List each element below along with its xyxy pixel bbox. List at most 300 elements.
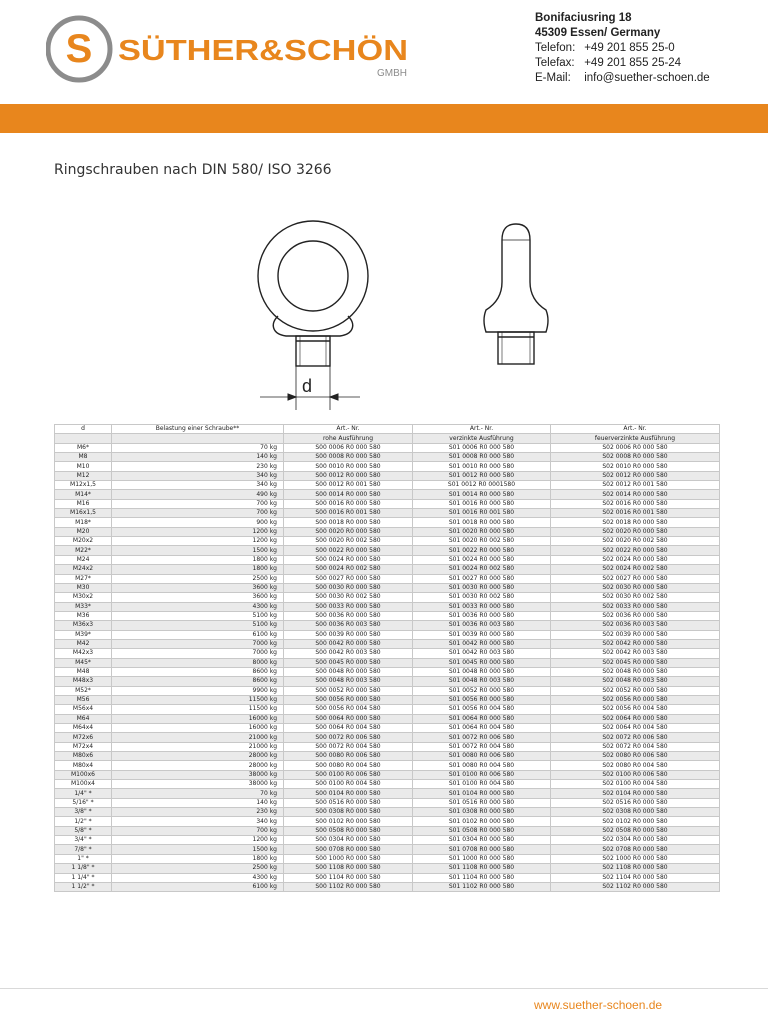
table-row	[55, 724, 720, 733]
table-cell: S00 1102 R0 000 580	[284, 882, 413, 891]
table-cell: M30	[55, 583, 112, 592]
table-cell: M33*	[55, 602, 112, 611]
table-cell: 1" *	[55, 854, 112, 863]
table-cell: S02 0036 R0 003 580	[551, 621, 720, 630]
table-cell: 900 kg	[112, 518, 284, 527]
table-cell: M56	[55, 695, 112, 704]
fax-number: +49 201 855 25-24	[584, 57, 682, 69]
table-row	[55, 780, 720, 789]
table-cell: S02 0014 R0 000 580	[551, 490, 720, 499]
table-cell: S01 0042 R0 000 580	[413, 639, 551, 648]
logo-letter: S	[65, 27, 93, 71]
dimension-label: d	[302, 376, 313, 396]
table-cell: S01 1102 R0 000 580	[413, 882, 551, 891]
table-cell: S01 0033 R0 000 580	[413, 602, 551, 611]
table-cell: S02 0042 R0 000 580	[551, 639, 720, 648]
table-cell: 16000 kg	[112, 714, 284, 723]
table-cell: S02 0030 R0 000 580	[551, 583, 720, 592]
table-cell: S00 0006 R0 000 580	[284, 443, 413, 452]
table-cell: 9900 kg	[112, 686, 284, 695]
table-cell: S00 0039 R0 000 580	[284, 630, 413, 639]
table-cell: 11500 kg	[112, 705, 284, 714]
table-cell: S02 0006 R0 000 580	[551, 443, 720, 452]
table-cell: 1200 kg	[112, 527, 284, 536]
table-row	[55, 621, 720, 630]
table-cell: 140 kg	[112, 453, 284, 462]
table-cell: S00 0036 R0 000 580	[284, 611, 413, 620]
table-row	[55, 733, 720, 742]
table-cell: S00 0102 R0 000 580	[284, 817, 413, 826]
table-cell: 490 kg	[112, 490, 284, 499]
table-cell: 7000 kg	[112, 649, 284, 658]
table-row	[55, 555, 720, 564]
table-cell: S01 0056 R0 004 580	[413, 705, 551, 714]
table-cell: S00 0048 R0 000 580	[284, 667, 413, 676]
table-row	[55, 490, 720, 499]
table-row	[55, 873, 720, 882]
table-cell: M24x2	[55, 565, 112, 574]
table-cell: S00 0104 R0 000 580	[284, 789, 413, 798]
table-cell: 21000 kg	[112, 733, 284, 742]
contact-street: Bonifaciusring 18	[535, 12, 632, 24]
table-cell: 1800 kg	[112, 555, 284, 564]
contact-phone-row	[535, 41, 710, 56]
table-cell: S02 0012 R0 001 580	[551, 481, 720, 490]
table-cell: 2500 kg	[112, 574, 284, 583]
table-row	[55, 471, 720, 480]
table-cell: S02 0100 R0 006 580	[551, 770, 720, 779]
table-cell: 4300 kg	[112, 602, 284, 611]
table-cell: S01 0030 R0 002 580	[413, 593, 551, 602]
table-cell: M72x6	[55, 733, 112, 742]
header-cell: Art.- Nr.	[551, 425, 720, 434]
table-cell: S01 0036 R0 003 580	[413, 621, 551, 630]
header-cell	[112, 434, 284, 443]
table-cell: S00 0072 R0 004 580	[284, 742, 413, 751]
table-cell: S02 0102 R0 000 580	[551, 817, 720, 826]
table-cell: S00 1108 R0 000 580	[284, 864, 413, 873]
table-cell: 6100 kg	[112, 882, 284, 891]
header-cell: feuerverzinkte Ausführung	[551, 434, 720, 443]
table-row	[55, 854, 720, 863]
table-cell: 1/2" *	[55, 817, 112, 826]
table-cell: S00 0064 R0 000 580	[284, 714, 413, 723]
table-row	[55, 864, 720, 873]
table-cell: S00 0012 R0 000 580	[284, 471, 413, 480]
table-cell: S01 0012 R0 000 580	[413, 471, 551, 480]
table-cell: S00 1000 R0 000 580	[284, 854, 413, 863]
table-row	[55, 583, 720, 592]
table-cell: M80x4	[55, 761, 112, 770]
table-cell: S01 0100 R0 006 580	[413, 770, 551, 779]
table-row	[55, 752, 720, 761]
table-row	[55, 705, 720, 714]
table-cell: S00 0516 R0 000 580	[284, 798, 413, 807]
table-cell: S01 0052 R0 000 580	[413, 686, 551, 695]
table-cell: S02 0304 R0 000 580	[551, 836, 720, 845]
table-cell: S02 0072 R0 004 580	[551, 742, 720, 751]
header-cell	[55, 434, 112, 443]
header-cell: verzinkte Ausführung	[413, 434, 551, 443]
table-cell: S02 0020 R0 000 580	[551, 527, 720, 536]
table-cell: 1 1/2" *	[55, 882, 112, 891]
table-row	[55, 574, 720, 583]
fax-label: Telefax:	[535, 57, 575, 69]
table-cell: 38000 kg	[112, 770, 284, 779]
table-row	[55, 593, 720, 602]
table-cell: S01 0030 R0 000 580	[413, 583, 551, 592]
table-cell: S00 0014 R0 000 580	[284, 490, 413, 499]
table-row	[55, 677, 720, 686]
table-cell: S02 0516 R0 000 580	[551, 798, 720, 807]
table-cell: 5/16" *	[55, 798, 112, 807]
table-cell: S01 0042 R0 003 580	[413, 649, 551, 658]
table-cell: M10	[55, 462, 112, 471]
table-cell: S00 0045 R0 000 580	[284, 658, 413, 667]
table-cell: M45*	[55, 658, 112, 667]
email-label: E-Mail:	[535, 72, 571, 84]
table-cell: 340 kg	[112, 481, 284, 490]
table-cell: 6100 kg	[112, 630, 284, 639]
contact-email-row	[535, 71, 710, 86]
eye-bolt-spec-table	[54, 424, 720, 892]
table-row	[55, 518, 720, 527]
table-cell: S01 0102 R0 000 580	[413, 817, 551, 826]
table-cell: S00 0056 R0 000 580	[284, 695, 413, 704]
table-row	[55, 845, 720, 854]
table-cell: 1500 kg	[112, 546, 284, 555]
table-cell: M64	[55, 714, 112, 723]
table-cell: M100x6	[55, 770, 112, 779]
table-cell: S01 0020 R0 002 580	[413, 537, 551, 546]
table-cell: 28000 kg	[112, 752, 284, 761]
phone-number: +49 201 855 25-0	[584, 42, 675, 54]
table-row	[55, 602, 720, 611]
table-cell: S01 0024 R0 000 580	[413, 555, 551, 564]
table-row	[55, 686, 720, 695]
table-cell: S01 1104 R0 000 580	[413, 873, 551, 882]
table-cell: 140 kg	[112, 798, 284, 807]
table-cell: S02 1102 R0 000 580	[551, 882, 720, 891]
table-cell: M42x3	[55, 649, 112, 658]
table-cell: S02 0016 R0 001 580	[551, 509, 720, 518]
table-cell: S02 0022 R0 000 580	[551, 546, 720, 555]
table-cell: S02 0080 R0 006 580	[551, 752, 720, 761]
table-cell: S02 0064 R0 004 580	[551, 724, 720, 733]
table-cell: S01 0064 R0 000 580	[413, 714, 551, 723]
table-cell: S01 0080 R0 006 580	[413, 752, 551, 761]
table-cell: 1 1/4" *	[55, 873, 112, 882]
table-cell: S00 0008 R0 000 580	[284, 453, 413, 462]
table-row	[55, 509, 720, 518]
table-cell: S01 0508 R0 000 580	[413, 826, 551, 835]
table-cell: S00 0012 R0 001 580	[284, 481, 413, 490]
table-cell: M12x1,5	[55, 481, 112, 490]
table-cell: M22*	[55, 546, 112, 555]
table-cell: 3600 kg	[112, 593, 284, 602]
table-cell: 1500 kg	[112, 845, 284, 854]
table-cell: S02 0052 R0 000 580	[551, 686, 720, 695]
table-cell: S01 0080 R0 004 580	[413, 761, 551, 770]
table-cell: S02 0020 R0 002 580	[551, 537, 720, 546]
table-row	[55, 537, 720, 546]
table-header-row-2	[55, 434, 720, 443]
table-cell: S01 0010 R0 000 580	[413, 462, 551, 471]
table-cell: S00 0052 R0 000 580	[284, 686, 413, 695]
table-cell: 7000 kg	[112, 639, 284, 648]
table-cell: M6*	[55, 443, 112, 452]
table-cell: M42	[55, 639, 112, 648]
table-cell: S01 0016 R0 000 580	[413, 499, 551, 508]
table-cell: M48x3	[55, 677, 112, 686]
table-cell: S02 0708 R0 000 580	[551, 845, 720, 854]
table-row	[55, 546, 720, 555]
table-cell: 700 kg	[112, 509, 284, 518]
table-row	[55, 789, 720, 798]
table-cell: S02 0048 R0 000 580	[551, 667, 720, 676]
table-cell: S02 0045 R0 000 580	[551, 658, 720, 667]
table-row	[55, 630, 720, 639]
table-cell: S02 0072 R0 006 580	[551, 733, 720, 742]
header-cell: Art.- Nr.	[284, 425, 413, 434]
table-cell: S01 0012 R0 0001580	[413, 481, 551, 490]
email-address[interactable]: info@suether-schoen.de	[584, 72, 710, 84]
table-row	[55, 667, 720, 676]
table-cell: M14*	[55, 490, 112, 499]
table-cell: S01 0027 R0 000 580	[413, 574, 551, 583]
table-cell: S02 0033 R0 000 580	[551, 602, 720, 611]
orange-banner	[0, 104, 768, 133]
table-cell: 70 kg	[112, 789, 284, 798]
table-cell: 1800 kg	[112, 565, 284, 574]
table-cell: 8600 kg	[112, 677, 284, 686]
table-cell: 5/8" *	[55, 826, 112, 835]
table-cell: M72x4	[55, 742, 112, 751]
table-row	[55, 527, 720, 536]
table-header-row-1	[55, 425, 720, 434]
table-cell: M64x4	[55, 724, 112, 733]
table-cell: 230 kg	[112, 808, 284, 817]
table-cell: M20x2	[55, 537, 112, 546]
table-cell: S00 0030 R0 002 580	[284, 593, 413, 602]
company-suffix: GMBH	[377, 68, 407, 79]
table-cell: S00 1104 R0 000 580	[284, 873, 413, 882]
table-cell: 2500 kg	[112, 864, 284, 873]
header-cell: Belastung einer Schraube**	[112, 425, 284, 434]
table-cell: M36x3	[55, 621, 112, 630]
table-cell: S02 0048 R0 003 580	[551, 677, 720, 686]
table-cell: 16000 kg	[112, 724, 284, 733]
table-cell: S01 0045 R0 000 580	[413, 658, 551, 667]
table-cell: 4300 kg	[112, 873, 284, 882]
table-cell: S00 0020 R0 002 580	[284, 537, 413, 546]
table-cell: 28000 kg	[112, 761, 284, 770]
table-cell: S00 0042 R0 000 580	[284, 639, 413, 648]
table-cell: M20	[55, 527, 112, 536]
table-cell: 1200 kg	[112, 537, 284, 546]
eye-bolt-side-view	[484, 224, 548, 364]
table-cell: S01 1000 R0 000 580	[413, 854, 551, 863]
table-cell: S02 1000 R0 000 580	[551, 854, 720, 863]
table-cell: S02 0018 R0 000 580	[551, 518, 720, 527]
table-cell: M100x4	[55, 780, 112, 789]
table-cell: 1 1/8" *	[55, 864, 112, 873]
table-cell: 230 kg	[112, 462, 284, 471]
footer-website-link[interactable]: www.suether-schoen.de	[534, 998, 663, 1012]
table-cell: M16x1,5	[55, 509, 112, 518]
table-row	[55, 611, 720, 620]
table-cell: M80x6	[55, 752, 112, 761]
table-cell: S00 0100 R0 006 580	[284, 770, 413, 779]
table-cell: 11500 kg	[112, 695, 284, 704]
table-cell: S00 0308 R0 000 580	[284, 808, 413, 817]
contact-city: 45309 Essen/ Germany	[535, 27, 661, 39]
table-cell: S00 0024 R0 000 580	[284, 555, 413, 564]
table-cell: M16	[55, 499, 112, 508]
table-cell: 700 kg	[112, 826, 284, 835]
table-cell: S02 0042 R0 003 580	[551, 649, 720, 658]
table-cell: S00 0018 R0 000 580	[284, 518, 413, 527]
table-row	[55, 462, 720, 471]
header-cell: d	[55, 425, 112, 434]
table-cell: S01 0308 R0 000 580	[413, 808, 551, 817]
table-cell: S01 0708 R0 000 580	[413, 845, 551, 854]
table-cell: S02 0039 R0 000 580	[551, 630, 720, 639]
table-row	[55, 695, 720, 704]
table-cell: S00 0708 R0 000 580	[284, 845, 413, 854]
table-row	[55, 714, 720, 723]
table-row	[55, 649, 720, 658]
table-cell: S01 0039 R0 000 580	[413, 630, 551, 639]
table-cell: S01 0064 R0 004 580	[413, 724, 551, 733]
header-cell: rohe Ausführung	[284, 434, 413, 443]
table-cell: S02 0036 R0 000 580	[551, 611, 720, 620]
table-cell: S02 0024 R0 002 580	[551, 565, 720, 574]
table-cell: S02 0508 R0 000 580	[551, 826, 720, 835]
table-cell: S01 0018 R0 000 580	[413, 518, 551, 527]
page-header	[0, 0, 768, 104]
table-cell: M52*	[55, 686, 112, 695]
table-cell: S01 0072 R0 006 580	[413, 733, 551, 742]
contact-block	[535, 11, 710, 86]
table-cell: S01 0022 R0 000 580	[413, 546, 551, 555]
table-cell: S01 0304 R0 000 580	[413, 836, 551, 845]
table-cell: S01 0048 R0 000 580	[413, 667, 551, 676]
table-cell: S02 0104 R0 000 580	[551, 789, 720, 798]
table-cell: S00 0100 R0 004 580	[284, 780, 413, 789]
table-cell: 3/4" *	[55, 836, 112, 845]
table-cell: S00 0508 R0 000 580	[284, 826, 413, 835]
table-row	[55, 826, 720, 835]
table-cell: S00 0016 R0 000 580	[284, 499, 413, 508]
table-cell: S02 0056 R0 004 580	[551, 705, 720, 714]
table-cell: S02 0008 R0 000 580	[551, 453, 720, 462]
table-cell: S00 0048 R0 003 580	[284, 677, 413, 686]
table-cell: M39*	[55, 630, 112, 639]
table-cell: S00 0064 R0 004 580	[284, 724, 413, 733]
table-cell: S00 0016 R0 001 580	[284, 509, 413, 518]
eye-bolt-technical-drawing	[230, 220, 570, 415]
table-row	[55, 658, 720, 667]
table-cell: S00 0020 R0 000 580	[284, 527, 413, 536]
table-row	[55, 882, 720, 891]
table-row	[55, 639, 720, 648]
table-row	[55, 798, 720, 807]
table-cell: 8600 kg	[112, 667, 284, 676]
table-cell: M36	[55, 611, 112, 620]
table-row	[55, 453, 720, 462]
table-cell: S02 0308 R0 000 580	[551, 808, 720, 817]
table-cell: 5100 kg	[112, 611, 284, 620]
table-cell: S01 0048 R0 003 580	[413, 677, 551, 686]
table-cell: S01 0100 R0 004 580	[413, 780, 551, 789]
table-cell: S00 0072 R0 006 580	[284, 733, 413, 742]
table-cell: S02 1104 R0 000 580	[551, 873, 720, 882]
table-cell: 1/4" *	[55, 789, 112, 798]
table-cell: S01 0516 R0 000 580	[413, 798, 551, 807]
table-cell: S01 1108 R0 000 580	[413, 864, 551, 873]
table-row	[55, 808, 720, 817]
table-cell: S01 0016 R0 001 580	[413, 509, 551, 518]
table-cell: S01 0056 R0 000 580	[413, 695, 551, 704]
table-cell: 700 kg	[112, 499, 284, 508]
table-cell: S00 0010 R0 000 580	[284, 462, 413, 471]
table-cell: S00 0080 R0 006 580	[284, 752, 413, 761]
table-row	[55, 742, 720, 751]
table-cell: S01 0006 R0 000 580	[413, 443, 551, 452]
table-cell: S00 0024 R0 002 580	[284, 565, 413, 574]
table-row	[55, 770, 720, 779]
table-cell: S00 0042 R0 003 580	[284, 649, 413, 658]
table-cell: S01 0008 R0 000 580	[413, 453, 551, 462]
table-cell: S00 0036 R0 003 580	[284, 621, 413, 630]
table-cell: S02 0010 R0 000 580	[551, 462, 720, 471]
table-cell: 21000 kg	[112, 742, 284, 751]
table-cell: 1200 kg	[112, 836, 284, 845]
table-row	[55, 481, 720, 490]
table-row	[55, 443, 720, 452]
table-cell: S02 0100 R0 004 580	[551, 780, 720, 789]
table-row	[55, 836, 720, 845]
table-cell: 38000 kg	[112, 780, 284, 789]
table-cell: M12	[55, 471, 112, 480]
header-cell: Art.- Nr.	[413, 425, 551, 434]
table-cell: S02 0027 R0 000 580	[551, 574, 720, 583]
eye-bolt-front-view	[258, 221, 368, 366]
table-row	[55, 761, 720, 770]
footer-divider	[0, 988, 768, 989]
table-cell: 340 kg	[112, 817, 284, 826]
table-cell: 8000 kg	[112, 658, 284, 667]
company-logo	[46, 14, 426, 84]
table-cell: S02 0012 R0 000 580	[551, 471, 720, 480]
table-cell: S02 0056 R0 000 580	[551, 695, 720, 704]
table-row	[55, 565, 720, 574]
table-cell: 3/8" *	[55, 808, 112, 817]
table-cell: M30x2	[55, 593, 112, 602]
table-cell: S00 0033 R0 000 580	[284, 602, 413, 611]
table-cell: S01 0036 R0 000 580	[413, 611, 551, 620]
table-cell: 3600 kg	[112, 583, 284, 592]
table-cell: S01 0104 R0 000 580	[413, 789, 551, 798]
table-cell: M24	[55, 555, 112, 564]
table-cell: S01 0072 R0 004 580	[413, 742, 551, 751]
table-cell: S00 0304 R0 000 580	[284, 836, 413, 845]
contact-fax-row	[535, 56, 710, 71]
table-cell: S00 0080 R0 004 580	[284, 761, 413, 770]
table-cell: S01 0020 R0 000 580	[413, 527, 551, 536]
table-cell: M8	[55, 453, 112, 462]
